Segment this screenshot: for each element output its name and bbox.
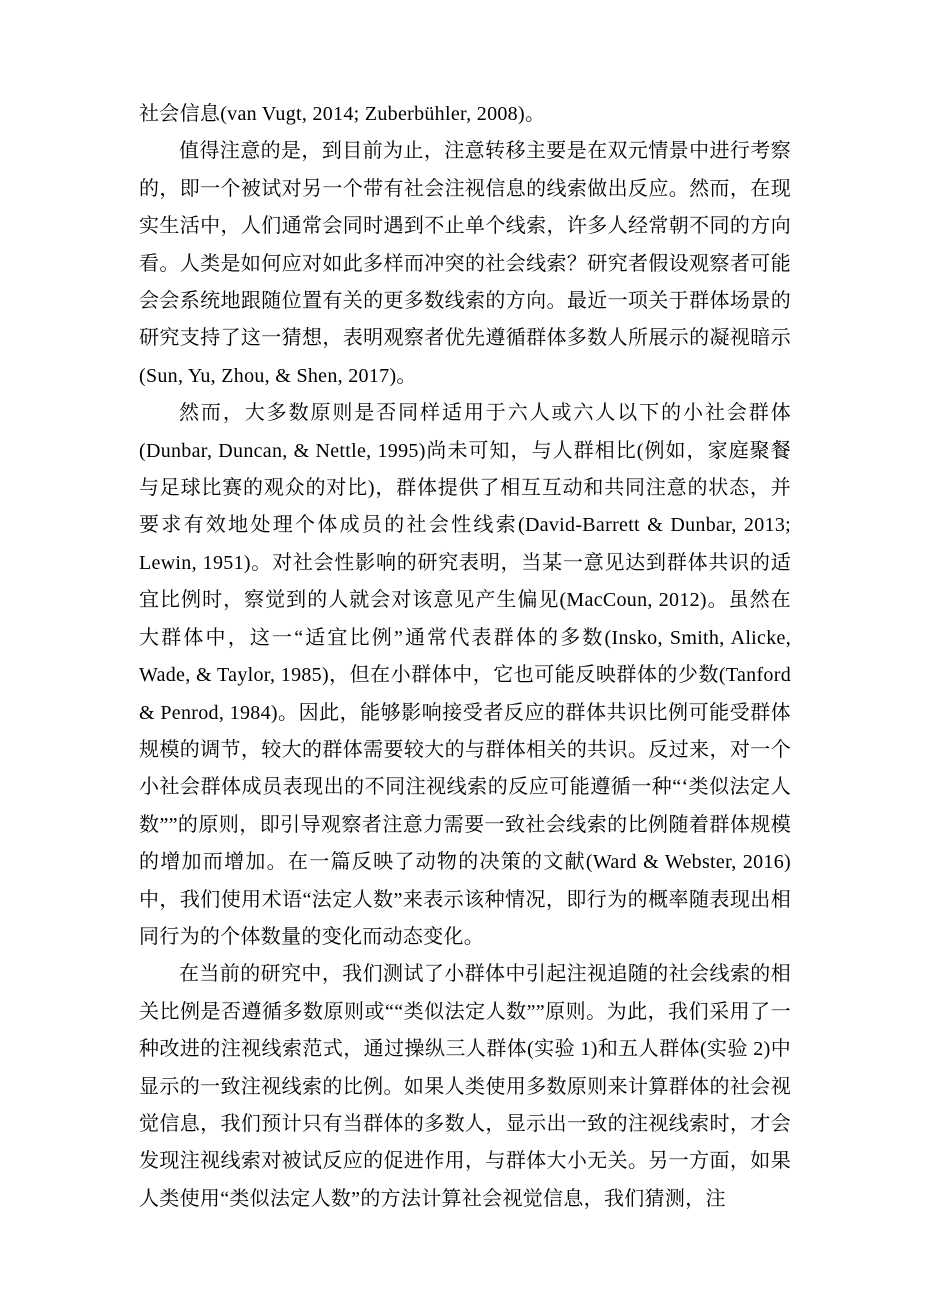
paragraph-continuation: 社会信息(van Vugt, 2014; Zuberbühler, 2008)。: [139, 103, 546, 125]
text-block: [139, 96, 791, 1218]
paragraph: 在当前的研究中，我们测试了小群体中引起注视追随的社会线索的相关比例是否遵循多数原则或““类似法定人数””原则。为此，我们采用了一种改进的注视线索范式，通过操纵三人群体(实验 1)和五人群体(实验 2)中显示的一致注视线索的比例。如果人类使用多数原则来计算群体的社会视觉信息，我们预计只有当群体的多数人，显示出一致的注视线索时，才会发现注视线索对被试反应的促进作用，与群体大小无关。另一方面，如果人类使用“类似法定人数”的方法计算社会视觉信息，我们猜测，注: [139, 963, 791, 1210]
paragraph: 然而，大多数原则是否同样适用于六人或六人以下的小社会群体(Dunbar, Duncan, & Nettle, 1995)尚未可知，与人群相比(例如，家庭聚餐与足球比赛的观众的对比)，群体提供了相互互动和共同注意的状态，并要求有效地处理个体成员的社会性线索(David-Barrett & Dunbar, 2013; Lewin, 1951)。对社会性影响的研究表明，当某一意见达到群体共识的适宜比例时，察觉到的人就会对该意见产生偏见(MacCoun, 2012)。虽然在大群体中，这一“适宜比例”通常代表群体的多数(Insko, Smith, Alicke, Wade, & Taylor, 1985)，但在小群体中，它也可能反映群体的少数(Tanford & Penrod, 1984)。因此，能够影响接受者反应的群体共识比例可能受群体规模的调节，较大的群体需要较大的与群体相关的共识。反过来，对一个小社会群体成员表现出的不同注视线索的反应可能遵循一种“‘类似法定人数””的原则，即引导观察者注意力需要一致社会线索的比例随着群体规模的增加而增加。在一篇反映了动物的决策的文献(Ward & Webster, 2016)中，我们使用术语“法定人数”来表示该种情况，即行为的概率随表现出相同行为的个体数量的变化而动态变化。: [139, 402, 791, 948]
paragraph: 值得注意的是，到目前为止，注意转移主要是在双元情景中进行考察的，即一个被试对另一个带有社会注视信息的线索做出反应。然而，在现实生活中，人们通常会同时遇到不止单个线索，许多人经常朝不同的方向看。人类是如何应对如此多样而冲突的社会线索？研究者假设观察者可能会会系统地跟随位置有关的更多数线索的方向。最近一项关于群体场景的研究支持了这一猜想，表明观察者优先遵循群体多数人所展示的凝视暗示(Sun, Yu, Zhou, & Shen, 2017)。: [139, 140, 791, 387]
